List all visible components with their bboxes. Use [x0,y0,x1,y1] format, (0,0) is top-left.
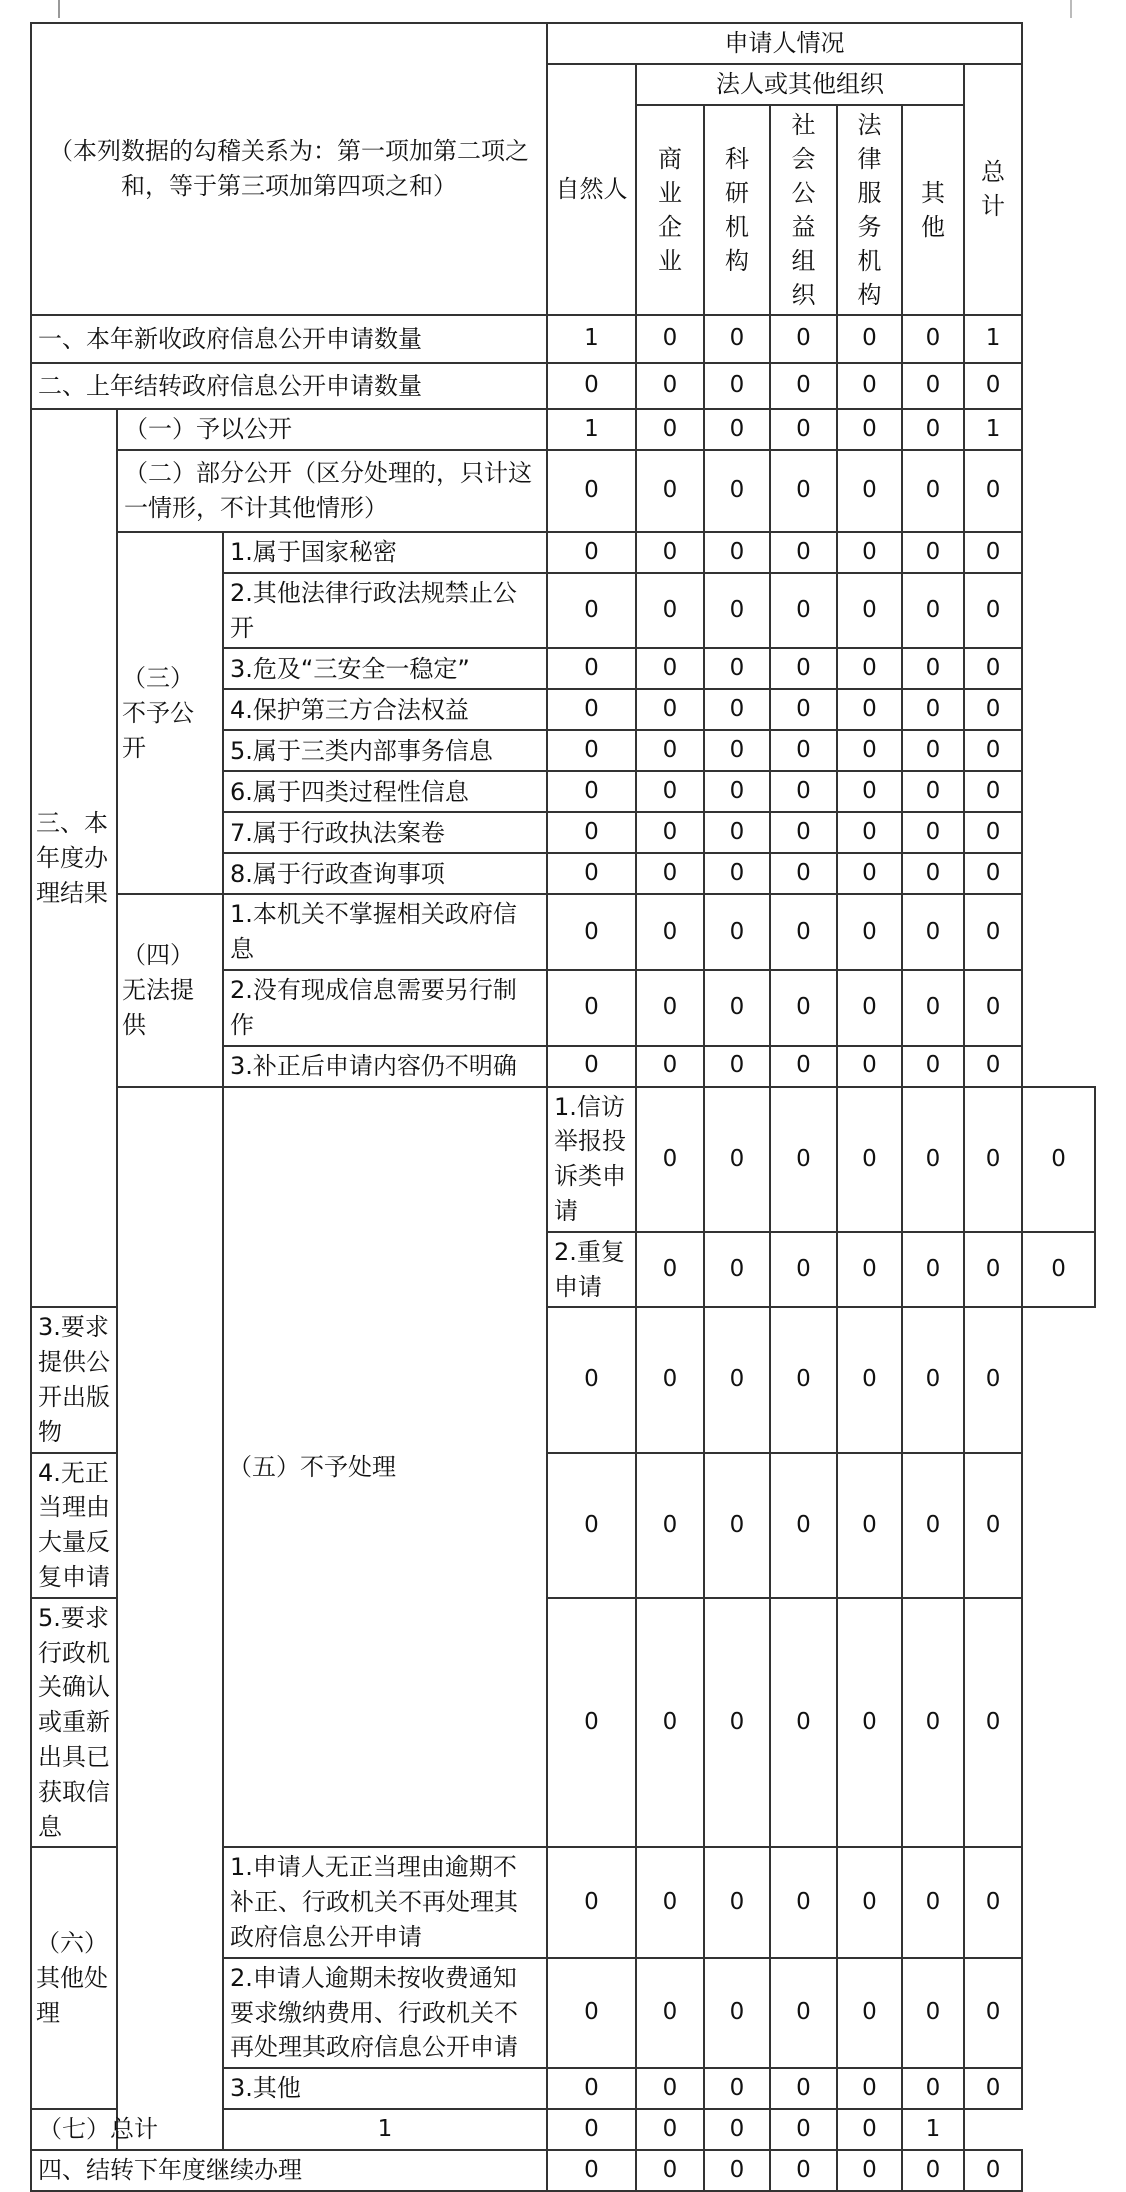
value-cell: 0 [704,1847,770,1957]
value-cell: 0 [704,648,770,689]
value-cell: 0 [964,1453,1022,1598]
value-cell: 0 [837,2109,902,2150]
row-label: 6.属于四类过程性信息 [223,771,547,812]
value-cell: 0 [902,689,964,730]
value-cell: 0 [547,1847,636,1957]
value-cell: 0 [770,1046,837,1087]
value-cell: 0 [636,1958,704,2068]
value-cell: 0 [964,812,1022,853]
value-cell: 0 [704,1087,770,1232]
value-cell: 0 [837,894,902,970]
value-cell: 0 [837,1232,902,1308]
value-cell: 0 [770,1847,837,1957]
header-other: 其他 [902,105,964,315]
value-cell: 0 [636,1307,704,1452]
value-cell: 0 [547,1453,636,1598]
table-row [31,894,1095,970]
value-cell: 0 [837,2150,902,2191]
value-cell: 0 [704,1232,770,1308]
value-cell: 0 [636,573,704,649]
value-cell: 0 [547,730,636,771]
value-cell: 0 [547,689,636,730]
value-cell: 0 [704,573,770,649]
row-label: 一、本年新收政府信息公开申请数量 [31,315,547,363]
value-cell: 0 [547,363,636,409]
row-label: 1.本机关不掌握相关政府信息 [223,894,547,970]
header-commercial: 商业企业 [636,105,704,315]
value-cell: 0 [964,1847,1022,1957]
value-cell: 0 [636,2109,704,2150]
section3-label: 三、本年度办理结果 [31,409,117,1307]
value-cell: 0 [902,2150,964,2191]
value-cell: 0 [964,1958,1022,2068]
value-cell: 0 [770,689,837,730]
value-cell: 0 [636,1598,704,1848]
value-cell: 0 [547,853,636,894]
value-cell: 0 [964,1087,1022,1232]
value-cell: 0 [964,1307,1022,1452]
value-cell: 0 [636,315,704,363]
value-cell: 0 [704,532,770,573]
value-cell: 0 [964,1598,1022,1848]
value-cell: 0 [770,315,837,363]
value-cell: 0 [837,1598,902,1848]
row-label: 1.信访举报投诉类申请 [547,1087,636,1232]
value-cell: 0 [837,853,902,894]
row-label: 1.申请人无正当理由逾期不补正、行政机关不再处理其政府信息公开申请 [223,1847,547,1957]
value-cell: 0 [770,363,837,409]
header-note: （本列数据的勾稽关系为：第一项加第二项之和，等于第三项加第四项之和） [31,23,547,315]
row-label: 2.申请人逾期未按收费通知要求缴纳费用、行政机关不再处理其政府信息公开申请 [223,1958,547,2068]
value-cell: 0 [547,812,636,853]
value-cell: 0 [547,648,636,689]
table-row [31,363,1095,409]
row-label: 四、结转下年度继续办理 [31,2150,547,2191]
value-cell: 0 [837,1453,902,1598]
value-cell: 0 [636,812,704,853]
value-cell: 1 [964,409,1022,450]
value-cell: 0 [837,409,902,450]
statistics-table [30,22,1096,2192]
table-row [31,532,1095,573]
value-cell: 1 [547,409,636,450]
value-cell: 0 [636,689,704,730]
value-cell: 0 [770,1087,837,1232]
value-cell: 1 [547,315,636,363]
value-cell: 0 [964,730,1022,771]
value-cell: 0 [964,2068,1022,2109]
value-cell: 0 [704,1598,770,1848]
row-label: 1.属于国家秘密 [223,532,547,573]
value-cell: 0 [636,894,704,970]
value-cell: 0 [547,1958,636,2068]
value-cell: 0 [837,970,902,1046]
header-legal-service: 法律服务机构 [837,105,902,315]
value-cell: 0 [636,532,704,573]
group-other-process-label: （六）其他处理 [31,1847,117,2109]
value-cell: 0 [902,812,964,853]
value-cell: 0 [902,532,964,573]
value-cell: 0 [902,573,964,649]
value-cell: 0 [704,2150,770,2191]
value-cell: 0 [837,315,902,363]
value-cell: 0 [902,1598,964,1848]
value-cell: 0 [704,771,770,812]
value-cell: 0 [1022,1087,1095,1232]
value-cell: 0 [964,853,1022,894]
value-cell: 0 [837,730,902,771]
value-cell: 1 [964,315,1022,363]
value-cell: 0 [770,573,837,649]
value-cell: 0 [704,363,770,409]
value-cell: 0 [837,1046,902,1087]
value-cell: 0 [636,853,704,894]
value-cell: 0 [636,2150,704,2191]
row-label: 3.补正后申请内容仍不明确 [223,1046,547,1087]
value-cell: 0 [547,970,636,1046]
value-cell: 0 [964,573,1022,649]
table-row [31,2150,1095,2191]
table-row [31,315,1095,363]
value-cell: 0 [837,532,902,573]
value-cell: 0 [770,2068,837,2109]
value-cell: 0 [837,812,902,853]
value-cell: 0 [837,1847,902,1957]
value-cell: 0 [902,730,964,771]
value-cell: 0 [636,450,704,532]
value-cell: 0 [770,894,837,970]
value-cell: 0 [837,1307,902,1452]
value-cell: 0 [837,363,902,409]
value-cell: 0 [770,1958,837,2068]
value-cell: 0 [902,1958,964,2068]
group-no-process-label: （五）不予处理 [223,1087,547,1848]
value-cell: 0 [964,1046,1022,1087]
value-cell: 0 [704,894,770,970]
value-cell: 0 [547,1307,636,1452]
row-label: 3.危及“三安全一稳定” [223,648,547,689]
row-label: 8.属于行政查询事项 [223,853,547,894]
row-label: 3.其他 [223,2068,547,2109]
header-research: 科研机构 [704,105,770,315]
row-label: （一）予以公开 [117,409,547,450]
row-label: （七）总计 [31,2109,223,2150]
value-cell: 0 [902,409,964,450]
value-cell: 0 [636,409,704,450]
value-cell: 0 [704,1453,770,1598]
value-cell: 0 [636,730,704,771]
row-label: 5.属于三类内部事务信息 [223,730,547,771]
value-cell: 0 [902,1307,964,1452]
value-cell: 0 [547,771,636,812]
header-natural-person: 自然人 [547,64,636,315]
value-cell: 0 [1022,1232,1095,1308]
row-label: （二）部分公开（区分处理的，只计这一情形，不计其他情形） [117,450,547,532]
table-row [31,1087,1095,1232]
value-cell: 0 [636,771,704,812]
value-cell: 0 [902,450,964,532]
value-cell: 0 [902,1453,964,1598]
value-cell: 0 [547,1598,636,1848]
value-cell: 0 [902,648,964,689]
value-cell: 0 [770,812,837,853]
value-cell: 0 [547,894,636,970]
value-cell: 0 [770,771,837,812]
value-cell: 0 [547,532,636,573]
value-cell: 0 [770,648,837,689]
value-cell: 0 [902,853,964,894]
value-cell: 0 [770,2109,837,2150]
value-cell: 0 [704,689,770,730]
value-cell: 0 [837,450,902,532]
value-cell: 0 [704,409,770,450]
value-cell: 0 [964,532,1022,573]
group-unable-label: （四）无法提供 [117,894,223,1086]
value-cell: 0 [837,573,902,649]
value-cell: 0 [902,1087,964,1232]
value-cell: 0 [704,970,770,1046]
row-label: 2.没有现成信息需要另行制作 [223,970,547,1046]
value-cell: 0 [964,363,1022,409]
value-cell: 0 [770,1598,837,1848]
page-edge-marks [58,0,1072,18]
value-cell: 0 [636,1046,704,1087]
value-cell: 0 [770,730,837,771]
header-applicant-situation: 申请人情况 [547,23,1022,64]
table-row [31,409,1095,450]
value-cell: 0 [902,363,964,409]
section3-continued-cell [117,1087,223,2150]
value-cell: 0 [636,648,704,689]
value-cell: 0 [547,2068,636,2109]
value-cell: 0 [770,1453,837,1598]
value-cell: 0 [704,730,770,771]
value-cell: 0 [770,2150,837,2191]
header-total: 总计 [964,64,1022,315]
value-cell: 0 [902,1046,964,1087]
row-label: 2.其他法律行政法规禁止公开 [223,573,547,649]
value-cell: 0 [964,450,1022,532]
value-cell: 0 [547,573,636,649]
value-cell: 0 [547,2150,636,2191]
value-cell: 0 [964,970,1022,1046]
value-cell: 0 [837,2068,902,2109]
row-label: 2.重复申请 [547,1232,636,1308]
value-cell: 0 [770,853,837,894]
value-cell: 1 [902,2109,964,2150]
value-cell: 0 [636,2068,704,2109]
value-cell: 0 [704,2068,770,2109]
value-cell: 0 [902,1232,964,1308]
row-label: 7.属于行政执法案卷 [223,812,547,853]
value-cell: 0 [704,812,770,853]
value-cell: 0 [964,894,1022,970]
value-cell: 0 [837,648,902,689]
value-cell: 0 [837,1958,902,2068]
row-label: 5.要求行政机关确认或重新出具已获取信息 [31,1598,117,1848]
value-cell: 0 [837,1087,902,1232]
value-cell: 0 [636,970,704,1046]
value-cell: 1 [223,2109,547,2150]
value-cell: 0 [964,689,1022,730]
value-cell: 0 [547,2109,636,2150]
value-cell: 0 [704,450,770,532]
value-cell: 0 [902,315,964,363]
value-cell: 0 [902,970,964,1046]
value-cell: 0 [837,689,902,730]
value-cell: 0 [902,771,964,812]
value-cell: 0 [902,894,964,970]
value-cell: 0 [704,1307,770,1452]
value-cell: 0 [902,1847,964,1957]
value-cell: 0 [704,2109,770,2150]
value-cell: 0 [547,450,636,532]
value-cell: 0 [636,1087,704,1232]
row-label: 二、上年结转政府信息公开申请数量 [31,363,547,409]
value-cell: 0 [636,363,704,409]
row-label: 4.保护第三方合法权益 [223,689,547,730]
value-cell: 0 [964,648,1022,689]
value-cell: 0 [704,315,770,363]
value-cell: 0 [770,409,837,450]
value-cell: 0 [770,532,837,573]
row-label: 4.无正当理由大量反复申请 [31,1453,117,1598]
value-cell: 0 [837,771,902,812]
header-legal-org: 法人或其他组织 [636,64,964,105]
group-withhold-label: （三）不予公开 [117,532,223,895]
header-social-welfare: 社会公益组织 [770,105,837,315]
value-cell: 0 [964,2150,1022,2191]
value-cell: 0 [704,1958,770,2068]
value-cell: 0 [636,1232,704,1308]
value-cell: 0 [704,853,770,894]
value-cell: 0 [547,1046,636,1087]
table-row [31,450,1095,532]
value-cell: 0 [964,771,1022,812]
value-cell: 0 [636,1847,704,1957]
value-cell: 0 [902,2068,964,2109]
table-row [31,2109,1095,2150]
value-cell: 0 [704,1046,770,1087]
value-cell: 0 [964,1232,1022,1308]
value-cell: 0 [770,1232,837,1308]
value-cell: 0 [770,1307,837,1452]
value-cell: 0 [636,1453,704,1598]
row-label: 3.要求提供公开出版物 [31,1307,117,1452]
value-cell: 0 [770,970,837,1046]
value-cell: 0 [770,450,837,532]
